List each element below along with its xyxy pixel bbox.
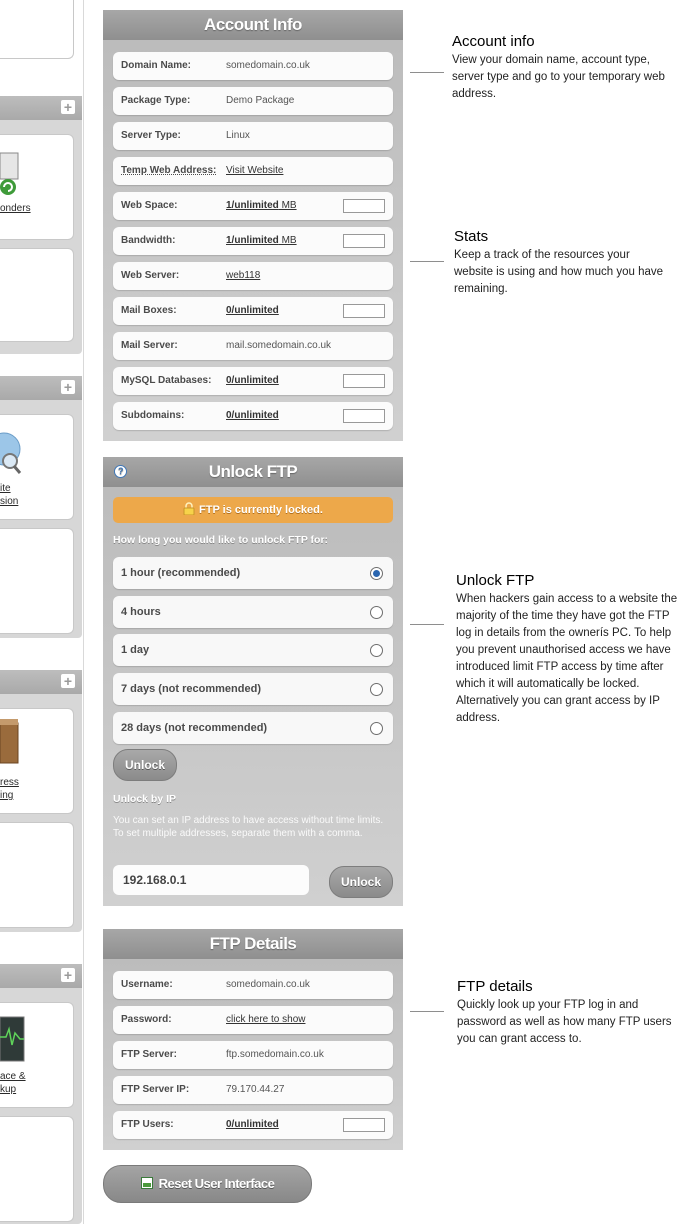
sidebar-caption: ace &	[0, 1071, 26, 1082]
row-label: Bandwidth:	[121, 235, 176, 246]
mail-server-value: mail.somedomain.co.uk	[226, 340, 332, 351]
ftp-server-ip-value: 79.170.44.27	[226, 1084, 285, 1095]
mail-boxes-row	[113, 297, 393, 325]
ip-unlock-button[interactable]: Unlock	[329, 866, 393, 898]
duration-prompt: How long you would like to unlock FTP for:	[113, 534, 329, 546]
row-label: Username:	[121, 979, 173, 990]
row-label: FTP Server IP:	[121, 1084, 190, 1095]
row-label: Package Type:	[121, 95, 191, 106]
web-space-link[interactable]	[226, 200, 297, 211]
ftp-server-ip-row	[113, 1076, 393, 1104]
row-label: Mail Boxes:	[121, 305, 177, 316]
sidebar-caption: onders	[0, 203, 31, 214]
bandwidth-row	[113, 227, 393, 255]
password-row	[113, 1006, 393, 1034]
package-type-value: Demo Package	[226, 95, 295, 106]
bandwidth-link[interactable]	[226, 235, 297, 246]
ftp-server-row	[113, 1041, 393, 1069]
row-label: Web Server:	[121, 270, 180, 281]
note-stats	[454, 228, 664, 298]
usage-bar	[343, 199, 385, 213]
ip-address-input[interactable]	[113, 865, 309, 895]
row-label: Domain Name:	[121, 60, 192, 71]
unlock-ftp-panel	[103, 457, 403, 906]
radio-button[interactable]	[370, 644, 383, 657]
usage-bar	[343, 1118, 385, 1132]
usage-bar	[343, 304, 385, 318]
sidebar	[0, 0, 84, 1224]
note-ftp-details	[457, 978, 672, 1048]
plus-icon[interactable]: +	[61, 380, 75, 394]
sidebar-card	[0, 822, 74, 928]
note-text: When hackers gain access to a website the majority of the time they have got the FTP log in details from the ownerís PC. To help you prevent unauthorised access we have introduced limit FTP access by time after which it will automatically be locked. Alternatively you can grant access by IP address.	[456, 593, 678, 724]
show-password-link[interactable]: click here to show	[226, 1014, 306, 1025]
option-label: 7 days (not recommended)	[121, 683, 261, 695]
row-label: Web Space:	[121, 200, 178, 211]
mysql-databases-row	[113, 367, 393, 395]
radio-button[interactable]	[370, 606, 383, 619]
username-row	[113, 971, 393, 999]
ftp-details-panel	[103, 929, 403, 1150]
row-label: Temp Web Address:	[121, 165, 217, 176]
status-text: FTP is currently locked.	[199, 504, 323, 516]
radio-button[interactable]	[370, 683, 383, 696]
question-icon[interactable]: ?	[114, 465, 127, 478]
subdomains-link[interactable]: 0/unlimited	[226, 410, 279, 421]
leader-line	[410, 1011, 444, 1012]
reset-label: Reset User Interface	[158, 1176, 275, 1191]
ftp-users-row	[113, 1111, 393, 1139]
sidebar-caption: sion	[0, 496, 19, 507]
sidebar-caption: kup	[0, 1084, 17, 1095]
reset-user-interface-button[interactable]	[103, 1165, 312, 1203]
usage-bar	[343, 374, 385, 388]
panel-title: Account Info	[103, 10, 403, 40]
radio-button[interactable]	[370, 567, 383, 580]
sidebar-panel-header	[0, 964, 82, 988]
unit-label: MB	[278, 200, 297, 211]
usage-bar	[343, 234, 385, 248]
ftp-server-value: ftp.somedomain.co.uk	[226, 1049, 324, 1060]
leader-line	[410, 624, 444, 625]
web-server-link[interactable]: web118	[226, 270, 261, 281]
padlock-icon	[183, 502, 195, 515]
row-label: FTP Users:	[121, 1119, 174, 1130]
panel-title	[103, 457, 403, 487]
monitor-chart-icon	[0, 1015, 26, 1063]
visit-website-link[interactable]: Visit Website	[226, 165, 284, 176]
leader-line	[410, 261, 444, 262]
option-label: 4 hours	[121, 606, 161, 618]
panel-title: FTP Details	[103, 929, 403, 959]
note-text: View your domain name, account type, server type and go to your temporary web address.	[452, 54, 665, 100]
unlock-ftp-title: Unlock FTP	[208, 462, 298, 481]
radio-button[interactable]	[370, 722, 383, 735]
unit-label: MB	[278, 235, 297, 246]
sidebar-caption: ress	[0, 777, 19, 788]
globe-search-icon	[0, 425, 24, 477]
account-info-panel	[103, 10, 403, 441]
subdomains-row	[113, 402, 393, 430]
note-text: Quickly look up your FTP log in and password as well as how many FTP users you can grant access to.	[457, 999, 672, 1045]
plus-icon[interactable]: +	[61, 100, 75, 114]
sidebar-panel-header	[0, 96, 82, 120]
sidebar-caption: ing	[0, 790, 14, 801]
sidebar-caption: ite	[0, 483, 11, 494]
server-type-value: Linux	[226, 130, 250, 141]
domain-name-row	[113, 52, 393, 80]
sidebar-card	[0, 528, 74, 634]
bandwidth-usage: 1/unlimited	[226, 235, 279, 246]
plus-icon[interactable]: +	[61, 968, 75, 982]
sidebar-card	[0, 0, 74, 59]
unlock-by-ip-heading: Unlock by IP	[113, 793, 177, 805]
note-heading: FTP details	[457, 978, 533, 995]
sidebar-card	[0, 248, 74, 342]
row-label: Password:	[121, 1014, 172, 1025]
note-text: Keep a track of the resources your website is using and how much you have remaining.	[454, 249, 664, 295]
mail-server-row	[113, 332, 393, 360]
web-server-row	[113, 262, 393, 290]
row-label: FTP Server:	[121, 1049, 177, 1060]
ip-description: You can set an IP address to have access without time limits. To set multiple addresses, separate them with a comma.	[113, 815, 384, 839]
ftp-users-link[interactable]: 0/unlimited	[226, 1119, 279, 1130]
row-label: Subdomains:	[121, 410, 185, 421]
note-heading: Unlock FTP	[456, 572, 535, 589]
option-7-days[interactable]	[113, 673, 393, 705]
sidebar-item-website-submission[interactable]	[0, 414, 74, 520]
row-label: Mail Server:	[121, 340, 178, 351]
server-type-row	[113, 122, 393, 150]
unlock-button[interactable]: Unlock	[113, 749, 177, 781]
note-heading: Account info	[452, 33, 535, 50]
row-label: MySQL Databases:	[121, 375, 212, 386]
option-label: 1 hour (recommended)	[121, 567, 241, 579]
package-type-row	[113, 87, 393, 115]
sidebar-card	[0, 1116, 74, 1222]
box-icon	[0, 717, 20, 767]
plus-icon[interactable]: +	[61, 674, 75, 688]
ftp-locked-status	[113, 497, 393, 523]
leader-line	[410, 72, 444, 73]
domain-name-value: somedomain.co.uk	[226, 60, 310, 71]
note-account-info	[452, 33, 682, 103]
temp-web-address-row	[113, 157, 393, 185]
usage-bar	[343, 409, 385, 423]
mail-boxes-link[interactable]: 0/unlimited	[226, 305, 279, 316]
web-space-usage: 1/unlimited	[226, 200, 279, 211]
note-heading: Stats	[454, 228, 489, 245]
sidebar-item-wordpress-hosting[interactable]	[0, 708, 74, 814]
option-1-hour[interactable]	[113, 557, 393, 589]
sidebar-item-space-backup[interactable]	[0, 1002, 74, 1108]
option-label: 28 days (not recommended)	[121, 722, 268, 734]
option-28-days[interactable]	[113, 712, 393, 744]
web-space-row	[113, 192, 393, 220]
mysql-databases-link[interactable]: 0/unlimited	[226, 375, 279, 386]
row-label: Server Type:	[121, 130, 181, 141]
window-icon	[141, 1177, 153, 1189]
username-value: somedomain.co.uk	[226, 979, 310, 990]
option-label: 1 day	[121, 644, 150, 656]
sidebar-item-autoresponders[interactable]	[0, 134, 74, 240]
sidebar-panel-header	[0, 376, 82, 400]
sidebar-panel-header	[0, 670, 82, 694]
note-unlock-ftp	[456, 572, 686, 727]
autoresponder-icon	[0, 149, 22, 197]
option-4-hours[interactable]	[113, 596, 393, 628]
option-1-day[interactable]	[113, 634, 393, 666]
